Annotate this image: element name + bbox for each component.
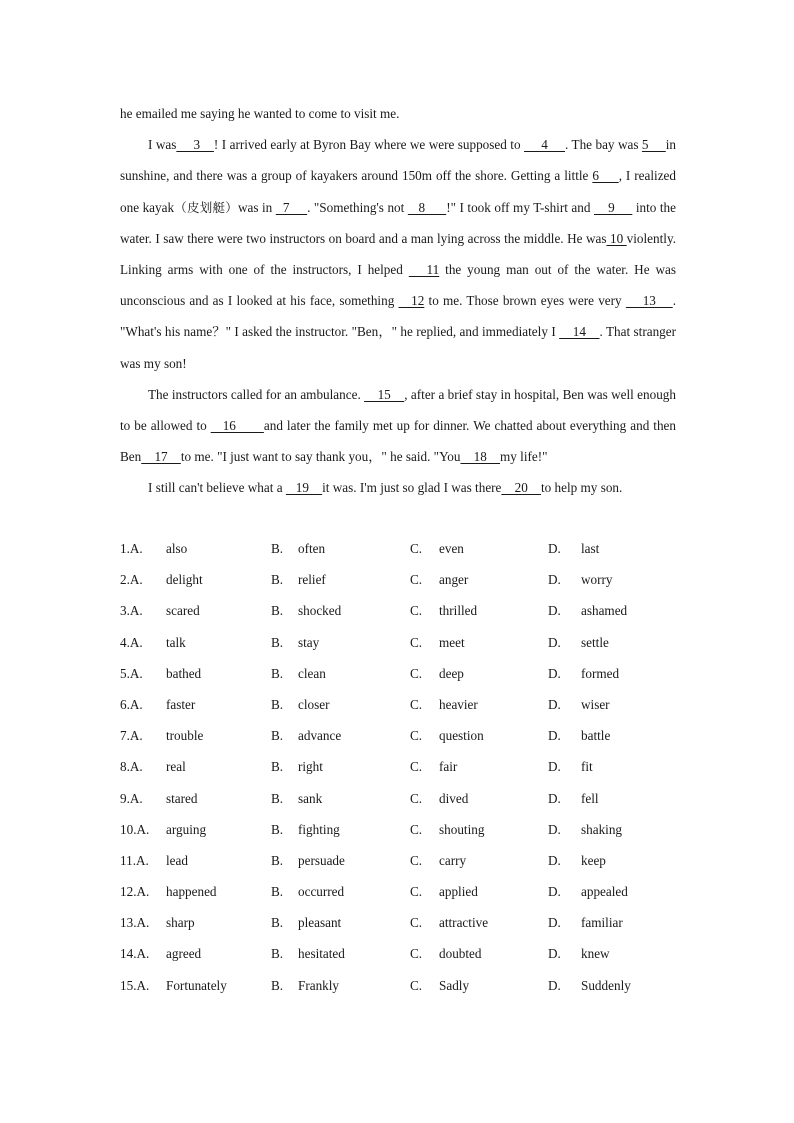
option-d-letter: D. <box>548 696 561 712</box>
option-b-text: stay <box>298 634 320 650</box>
passage-paragraph-3 <box>120 472 676 503</box>
chinese-gloss: （皮划艇） <box>174 199 238 215</box>
option-b-text: closer <box>298 696 330 712</box>
passage-text: and later the family met up for dinner. We chatted about everything and then Ben <box>120 418 676 465</box>
question-number: 8.A. <box>120 759 143 775</box>
passage-text: . "What's his name？" I asked the instructor. "Ben，" he replied, and immediately I <box>120 293 677 340</box>
option-b-text: Frankly <box>298 977 340 993</box>
question-row <box>120 627 680 658</box>
option-c-text: doubted <box>439 946 482 962</box>
option-c-letter: C. <box>410 728 423 744</box>
option-d-text: keep <box>581 852 606 868</box>
question-number: 2.A. <box>120 572 143 588</box>
option-c-text: question <box>439 728 484 744</box>
blank-4: 4 <box>524 137 566 153</box>
option-c-text: carry <box>439 852 467 868</box>
option-d-letter: D. <box>548 852 561 868</box>
question-row <box>120 845 680 876</box>
option-c-text: fair <box>439 759 458 775</box>
blank-17: 17 <box>141 449 181 465</box>
option-d-letter: D. <box>548 728 561 744</box>
option-d-letter: D. <box>548 665 561 681</box>
passage-text: !" I took off my T-shirt and <box>446 199 594 215</box>
option-b-letter: B. <box>271 821 284 837</box>
passage-text: . "Something's not <box>307 199 408 215</box>
option-c-letter: C. <box>410 915 423 931</box>
passage-text: to help my son. <box>540 480 623 496</box>
question-number: 12.A. <box>120 884 150 900</box>
option-b-letter: B. <box>271 977 284 993</box>
option-a-text: lead <box>166 852 188 868</box>
passage-text: . That stranger was my son! <box>120 324 677 371</box>
blank-8: 8 <box>407 199 447 215</box>
option-b-letter: B. <box>271 728 284 744</box>
option-c-text: meet <box>439 634 465 650</box>
question-number: 1.A. <box>120 541 143 556</box>
option-d-text: knew <box>581 946 610 962</box>
passage-text: was in <box>237 199 276 215</box>
option-b-letter: B. <box>271 572 284 588</box>
question-row <box>120 970 680 1001</box>
blank-13: 13 <box>625 293 673 309</box>
question-row <box>120 907 680 938</box>
blank-12: 12 <box>398 293 425 309</box>
option-c-letter: C. <box>410 603 423 619</box>
option-d-letter: D. <box>548 821 561 837</box>
option-a-text: sharp <box>166 915 195 931</box>
passage-text: in sunshine, and there was a group of kayakers around 150m off the shore. Getting a little <box>120 137 676 184</box>
passage-text: he emailed me saying he wanted to come to visit me. <box>120 106 400 121</box>
option-a-text: happened <box>166 884 217 900</box>
option-b-letter: B. <box>271 634 284 650</box>
option-d-letter: D. <box>548 977 561 993</box>
blank-5: 5 <box>641 137 666 153</box>
passage-text: . The bay was <box>565 137 642 153</box>
option-c-text: even <box>439 541 464 556</box>
option-d-text: formed <box>581 665 620 681</box>
option-d-text: settle <box>581 634 609 650</box>
option-a-text: stared <box>166 790 198 806</box>
option-d-letter: D. <box>548 541 561 556</box>
option-b-letter: B. <box>271 790 284 806</box>
option-a-text: also <box>166 541 188 556</box>
blank-20: 20 <box>501 480 541 496</box>
option-b-text: relief <box>298 572 326 588</box>
passage-text: my life!" <box>500 449 548 465</box>
option-c-text: attractive <box>439 915 489 931</box>
option-a-text: Fortunately <box>166 977 227 993</box>
question-number: 3.A. <box>120 603 143 619</box>
option-c-text: applied <box>439 884 478 900</box>
question-row <box>120 595 680 626</box>
question-number: 6.A. <box>120 696 143 712</box>
option-b-letter: B. <box>271 884 284 900</box>
option-d-text: wiser <box>581 696 610 712</box>
option-d-text: appealed <box>581 884 628 900</box>
option-b-letter: B. <box>271 665 284 681</box>
question-number: 5.A. <box>120 665 143 681</box>
question-row <box>120 564 680 595</box>
option-d-text: battle <box>581 728 611 744</box>
option-d-text: Suddenly <box>581 977 631 993</box>
option-d-letter: D. <box>548 634 561 650</box>
option-d-text: worry <box>581 572 613 588</box>
blank-16: 16 <box>210 418 264 434</box>
option-c-letter: C. <box>410 946 423 962</box>
passage-paragraph-2 <box>120 379 676 473</box>
option-c-letter: C. <box>410 852 423 868</box>
option-a-text: trouble <box>166 728 204 744</box>
question-row <box>120 876 680 907</box>
passage-text: it was. I'm just so glad I was there <box>322 480 502 496</box>
option-c-letter: C. <box>410 572 423 588</box>
option-c-text: Sadly <box>439 977 470 993</box>
option-b-text: clean <box>298 665 326 681</box>
blank-18: 18 <box>460 449 501 465</box>
option-d-letter: D. <box>548 946 561 962</box>
answer-options <box>120 533 680 1001</box>
option-b-text: sank <box>298 790 323 806</box>
passage-text: violently. Linking arms with one of the instructors, I helped <box>120 230 676 278</box>
option-d-text: shaking <box>581 821 623 837</box>
question-number: 7.A. <box>120 728 143 744</box>
option-b-letter: B. <box>271 696 284 712</box>
question-row <box>120 938 680 969</box>
option-d-text: fit <box>581 759 593 775</box>
blank-15: 15 <box>364 386 405 402</box>
question-row <box>120 814 680 845</box>
passage-text: the young man out of the water. He was unconscious and as I looked at his face, something <box>120 262 676 309</box>
option-c-letter: C. <box>410 696 423 712</box>
option-b-letter: B. <box>271 852 284 868</box>
option-b-text: occurred <box>298 884 345 900</box>
question-number: 9.A. <box>120 790 143 806</box>
option-c-letter: C. <box>410 665 423 681</box>
option-c-text: thrilled <box>439 603 478 619</box>
question-number: 13.A. <box>120 915 150 931</box>
option-b-text: fighting <box>298 821 340 837</box>
question-number: 15.A. <box>120 977 150 993</box>
option-c-text: shouting <box>439 821 485 837</box>
option-d-text: fell <box>581 790 599 806</box>
option-a-text: arguing <box>166 821 207 837</box>
passage-text: ! I arrived early at Byron Bay where we were supposed to <box>213 137 524 153</box>
option-c-text: deep <box>439 665 464 681</box>
question-number: 10.A. <box>120 821 150 837</box>
option-c-letter: C. <box>410 759 423 775</box>
cloze-passage <box>120 98 676 504</box>
option-c-text: heavier <box>439 696 478 712</box>
passage-text: , after a brief stay in hospital, Ben was well enough to be allowed to <box>120 386 676 434</box>
option-c-text: dived <box>439 790 469 806</box>
option-b-text: right <box>298 759 323 775</box>
option-a-text: real <box>166 759 186 775</box>
question-row <box>120 783 680 814</box>
blank-6: 6 <box>592 168 619 184</box>
blank-14: 14 <box>559 324 600 340</box>
passage-text: , I realized one kayak <box>120 168 676 215</box>
blank-3: 3 <box>176 137 214 153</box>
blank-19: 19 <box>285 480 323 496</box>
option-c-letter: C. <box>410 977 423 993</box>
blank-9: 9 <box>593 199 633 215</box>
option-a-text: bathed <box>166 665 202 681</box>
option-b-text: often <box>298 541 326 556</box>
question-row <box>120 689 680 720</box>
option-a-text: talk <box>166 634 186 650</box>
option-a-text: faster <box>166 696 196 712</box>
question-row <box>120 533 680 564</box>
question-number: 11.A. <box>120 852 149 868</box>
option-a-text: agreed <box>166 946 202 962</box>
blank-10: 10 <box>606 230 627 246</box>
option-c-letter: C. <box>410 884 423 900</box>
option-d-letter: D. <box>548 790 561 806</box>
option-d-text: last <box>581 541 600 556</box>
option-d-text: ashamed <box>581 603 628 619</box>
question-number: 4.A. <box>120 634 143 650</box>
blank-11: 11 <box>408 262 440 278</box>
blank-7: 7 <box>275 199 308 215</box>
option-b-letter: B. <box>271 541 284 556</box>
option-b-letter: B. <box>271 603 284 619</box>
option-a-text: scared <box>166 603 200 619</box>
passage-text: I was <box>148 137 177 153</box>
passage-text: into the water. I saw there were two instructors on board and a man lying across the middle. He was <box>120 199 677 246</box>
option-b-text: shocked <box>298 603 342 619</box>
option-b-text: persuade <box>298 852 345 868</box>
passage-text: The instructors called for an ambulance. <box>148 386 365 402</box>
question-row <box>120 720 680 751</box>
option-c-letter: C. <box>410 541 423 556</box>
passage-text: I still can't believe what a <box>148 480 286 496</box>
option-d-letter: D. <box>548 603 561 619</box>
question-number: 14.A. <box>120 946 150 962</box>
passage-text: to me. Those brown eyes were very <box>424 293 626 309</box>
option-a-text: delight <box>166 572 203 588</box>
option-b-text: advance <box>298 728 342 744</box>
option-c-letter: C. <box>410 821 423 837</box>
option-b-letter: B. <box>271 915 284 931</box>
question-row <box>120 751 680 782</box>
option-b-text: pleasant <box>298 915 342 931</box>
option-b-letter: B. <box>271 759 284 775</box>
option-c-letter: C. <box>410 634 423 650</box>
option-d-letter: D. <box>548 884 561 900</box>
option-c-letter: C. <box>410 790 423 806</box>
passage-paragraph-1 <box>120 129 676 379</box>
option-d-letter: D. <box>548 915 561 931</box>
option-b-letter: B. <box>271 946 284 962</box>
question-row <box>120 658 680 689</box>
option-d-text: familiar <box>581 915 623 931</box>
passage-paragraph-0 <box>120 98 676 129</box>
option-d-letter: D. <box>548 759 561 775</box>
option-b-text: hesitated <box>298 946 345 962</box>
option-d-letter: D. <box>548 572 561 588</box>
passage-text: to me. "I just want to say thank you，" he said. "You <box>180 449 461 465</box>
option-c-text: anger <box>439 572 469 588</box>
